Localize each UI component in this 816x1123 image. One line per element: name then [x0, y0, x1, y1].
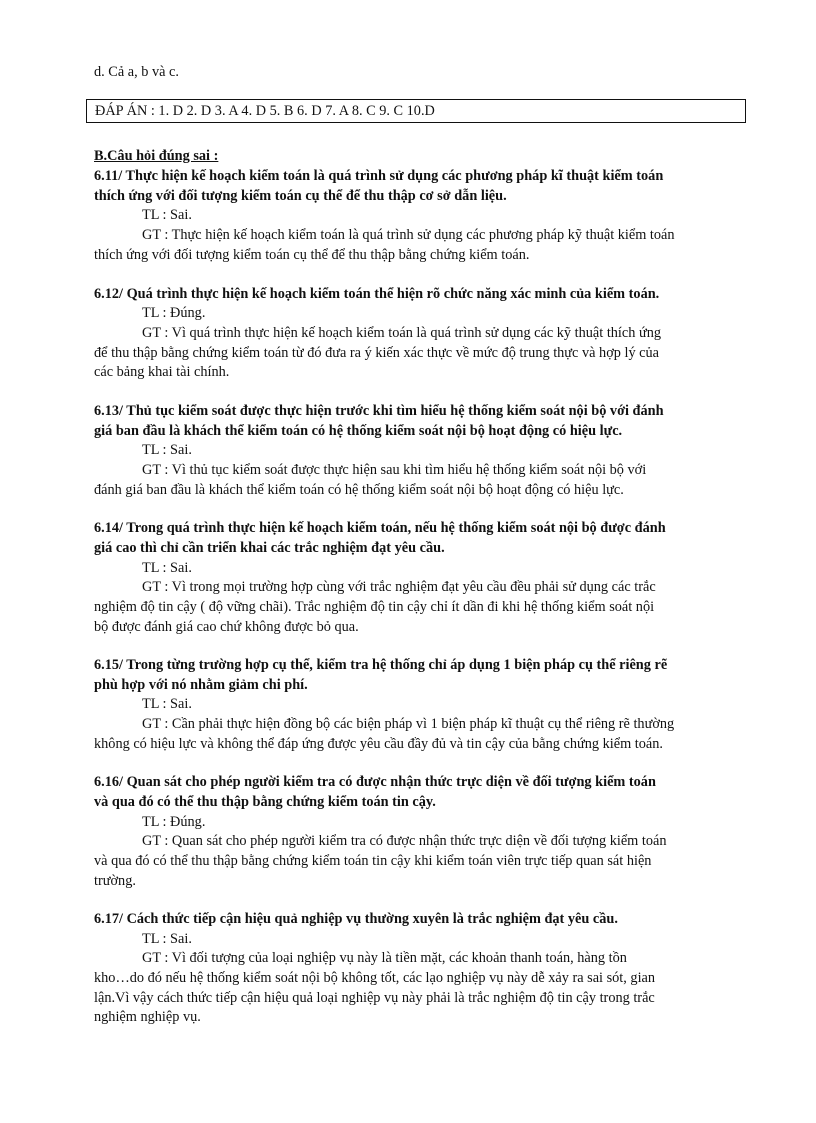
explanation-line: GT : Vì quá trình thực hiện kế hoạch kiểm toán là quá trình sử dụng các kỹ thuật thích ứng — [142, 325, 662, 341]
question-line: 6.13/ Thủ tục kiểm soát được thực hiện trước khi tìm hiểu hệ thống kiểm soát nội bộ với đánh — [94, 403, 664, 419]
question-line: 6.11/ Thực hiện kế hoạch kiểm toán là quá trình sử dụng các phương pháp kĩ thuật kiểm toán — [94, 168, 664, 184]
question-line: phù hợp với nó nhằm giảm chi phí. — [94, 677, 308, 693]
explanation-line: GT : Vì trong mọi trường hợp cùng với trắc nghiệm đạt yêu cầu đều phải sử dụng các trắc — [142, 579, 656, 595]
question-line: và qua đó có thể thu thập bằng chứng kiểm toán tin cậy. — [94, 794, 436, 810]
true-false-answer: TL : Sai. — [142, 696, 192, 712]
true-false-answer: TL : Đúng. — [142, 814, 206, 830]
question-line: 6.14/ Trong quá trình thực hiện kế hoạch kiểm toán, nếu hệ thống kiểm soát nội bộ được đánh — [94, 520, 666, 536]
question-line: thích ứng với đối tượng kiểm toán cụ thể để thu thập cơ sở dẫn liệu. — [94, 188, 507, 204]
question-line: 6.12/ Quá trình thực hiện kế hoạch kiểm toán thể hiện rõ chức năng xác minh của kiểm toán. — [94, 286, 660, 302]
explanation-line: thích ứng với đối tượng kiểm toán cụ thể để thu thập bằng chứng kiểm toán. — [94, 247, 530, 263]
explanation-line: và qua đó có thể thu thập bằng chứng kiểm toán tin cậy khi kiểm toán viên trực tiếp quan sát hiện — [94, 853, 652, 869]
true-false-answer: TL : Sai. — [142, 207, 192, 223]
explanation-line: nghiệm nghiệp vụ. — [94, 1009, 201, 1025]
option-d-text: d. Cả a, b và c. — [94, 64, 179, 80]
explanation-line: GT : Thực hiện kế hoạch kiểm toán là quá trình sử dụng các phương pháp kỹ thuật kiểm toán — [142, 227, 675, 243]
explanation-line: GT : Vì thủ tục kiểm soát được thực hiện sau khi tìm hiểu hệ thống kiểm soát nội bộ với — [142, 462, 647, 478]
explanation-line: để thu thập bằng chứng kiểm toán từ đó đưa ra ý kiến xác thực về mức độ trung thực và hợp lý của — [94, 345, 660, 361]
question-line: 6.16/ Quan sát cho phép người kiểm tra có được nhận thức trực diện về đối tượng kiểm toán — [94, 774, 656, 790]
question-line: giá ban đầu là khách thể kiểm toán có hệ thống kiểm soát nội bộ hoạt động có hiệu lực. — [94, 423, 623, 439]
explanation-line: trường. — [94, 873, 136, 889]
explanation-line: bộ được đánh giá cao chứ không được bỏ qua. — [94, 619, 359, 635]
answer-key-box — [86, 99, 746, 123]
explanation-line: GT : Quan sát cho phép người kiểm tra có được nhận thức trực diện về đối tượng kiểm toán — [142, 833, 667, 849]
explanation-line: không có hiệu lực và không thể đáp ứng được yêu cầu đầy đủ và tin cậy của bằng chứng kiểm toán. — [94, 736, 663, 752]
explanation-line: nghiệm độ tin cậy ( độ vững chãi). Trắc nghiệm độ tin cậy chỉ ít dần đi khi hệ thống kiểm soát nội — [94, 599, 655, 615]
explanation-line: các bảng khai tài chính. — [94, 364, 230, 380]
section-heading: B.Câu hỏi đúng sai : — [94, 148, 219, 164]
question-line: 6.17/ Cách thức tiếp cận hiệu quả nghiệp vụ thường xuyên là trắc nghiệm đạt yêu cầu. — [94, 911, 618, 927]
explanation-line: GT : Cần phải thực hiện đồng bộ các biện pháp vì 1 biện pháp kĩ thuật cụ thể riêng rẽ thường — [142, 716, 675, 732]
true-false-answer: TL : Sai. — [142, 560, 192, 576]
explanation-line: GT : Vì đối tượng của loại nghiệp vụ này là tiền mặt, các khoản thanh toán, hàng tồn — [142, 950, 627, 966]
true-false-answer: TL : Đúng. — [142, 305, 206, 321]
explanation-line: kho…do đó nếu hệ thống kiểm soát nội bộ không tốt, các lạo nghiệp vụ này dễ xảy ra sai sót, gian — [94, 970, 656, 986]
true-false-answer: TL : Sai. — [142, 442, 192, 458]
question-line: 6.15/ Trong từng trường hợp cụ thể, kiểm tra hệ thống chỉ áp dụng 1 biện pháp cụ thể riêng rẽ — [94, 657, 668, 673]
answer-key-text: ĐÁP ÁN : 1. D 2. D 3. A 4. D 5. B 6. D 7. A 8. C 9. C 10.D — [95, 103, 435, 119]
explanation-line: lận.Vì vậy cách thức tiếp cận hiệu quả loại nghiệp vụ này phải là trắc nghiệm độ tin cậy trong trắc — [94, 990, 655, 1006]
explanation-line: đánh giá ban đầu là khách thể kiểm toán có hệ thống kiểm soát nội bộ hoạt động có hiệu lực. — [94, 482, 624, 498]
true-false-answer: TL : Sai. — [142, 931, 192, 947]
question-line: giá cao thì chỉ cần triển khai các trắc nghiệm đạt yêu cầu. — [94, 540, 445, 556]
